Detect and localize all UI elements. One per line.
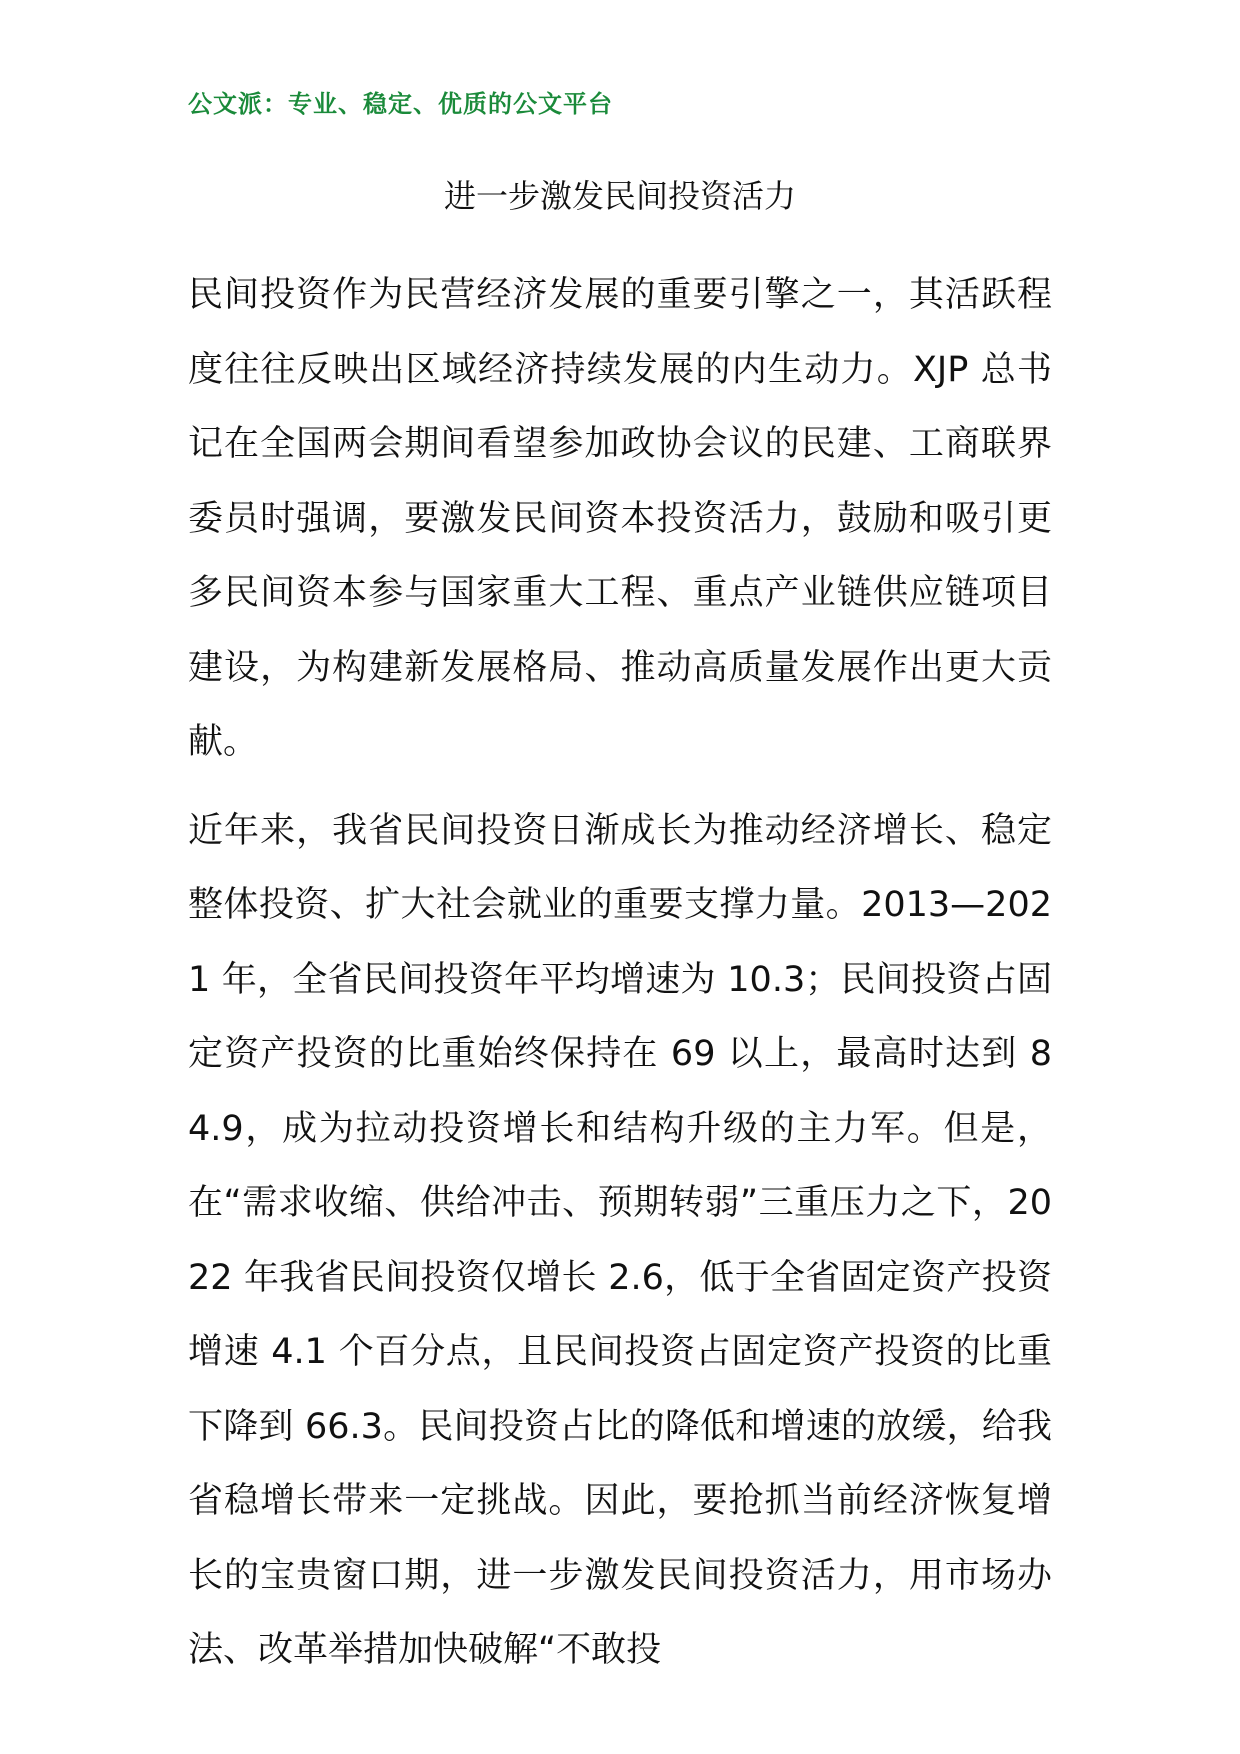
document-body [188, 258, 1052, 1702]
header-note: 公文派：专业、稳定、优质的公文平台 [188, 90, 613, 118]
document-title: 进一步激发民间投资活力 [443, 177, 796, 215]
paragraph-2: 近年来，我省民间投资日渐成长为推动经济增长、稳定整体投资、扩大社会就业的重要支撑力量。2013—2021 年，全省民间投资年平均增速为 10.3；民间投资占固定资产投资的比重始终保持在 69 以上，最高时达到 84.9，成为拉动投资增长和结构升级的主力军。但是，在“需求收缩、供给冲击、预期转弱”三重压力之下，2022 年我省民间投资仅增长 2.6，低于全省固定资产投资增速 4.1 个百分点，且民间投资占固定资产投资的比重下降到 66.3。民间投资占比的降低和增速的放缓，给我省稳增长带来一定挑战。因此，要抢抓当前经济恢复增长的宝贵窗口期，进一步激发民间投资活力，用市场办法、改革举措加快破解“不敢投 [188, 810, 1052, 1670]
paragraph-1: 民间投资作为民营经济发展的重要引擎之一，其活跃程度往往反映出区域经济持续发展的内生动力。XJP 总书记在全国两会期间看望参加政协会议的民建、工商联界委员时强调，要激发民间资本投资活力，鼓励和吸引更多民间资本参与国家重大工程、重点产业链供应链项目建设，为构建新发展格局、推动高质量发展作出更大贡献。 [188, 275, 1052, 762]
